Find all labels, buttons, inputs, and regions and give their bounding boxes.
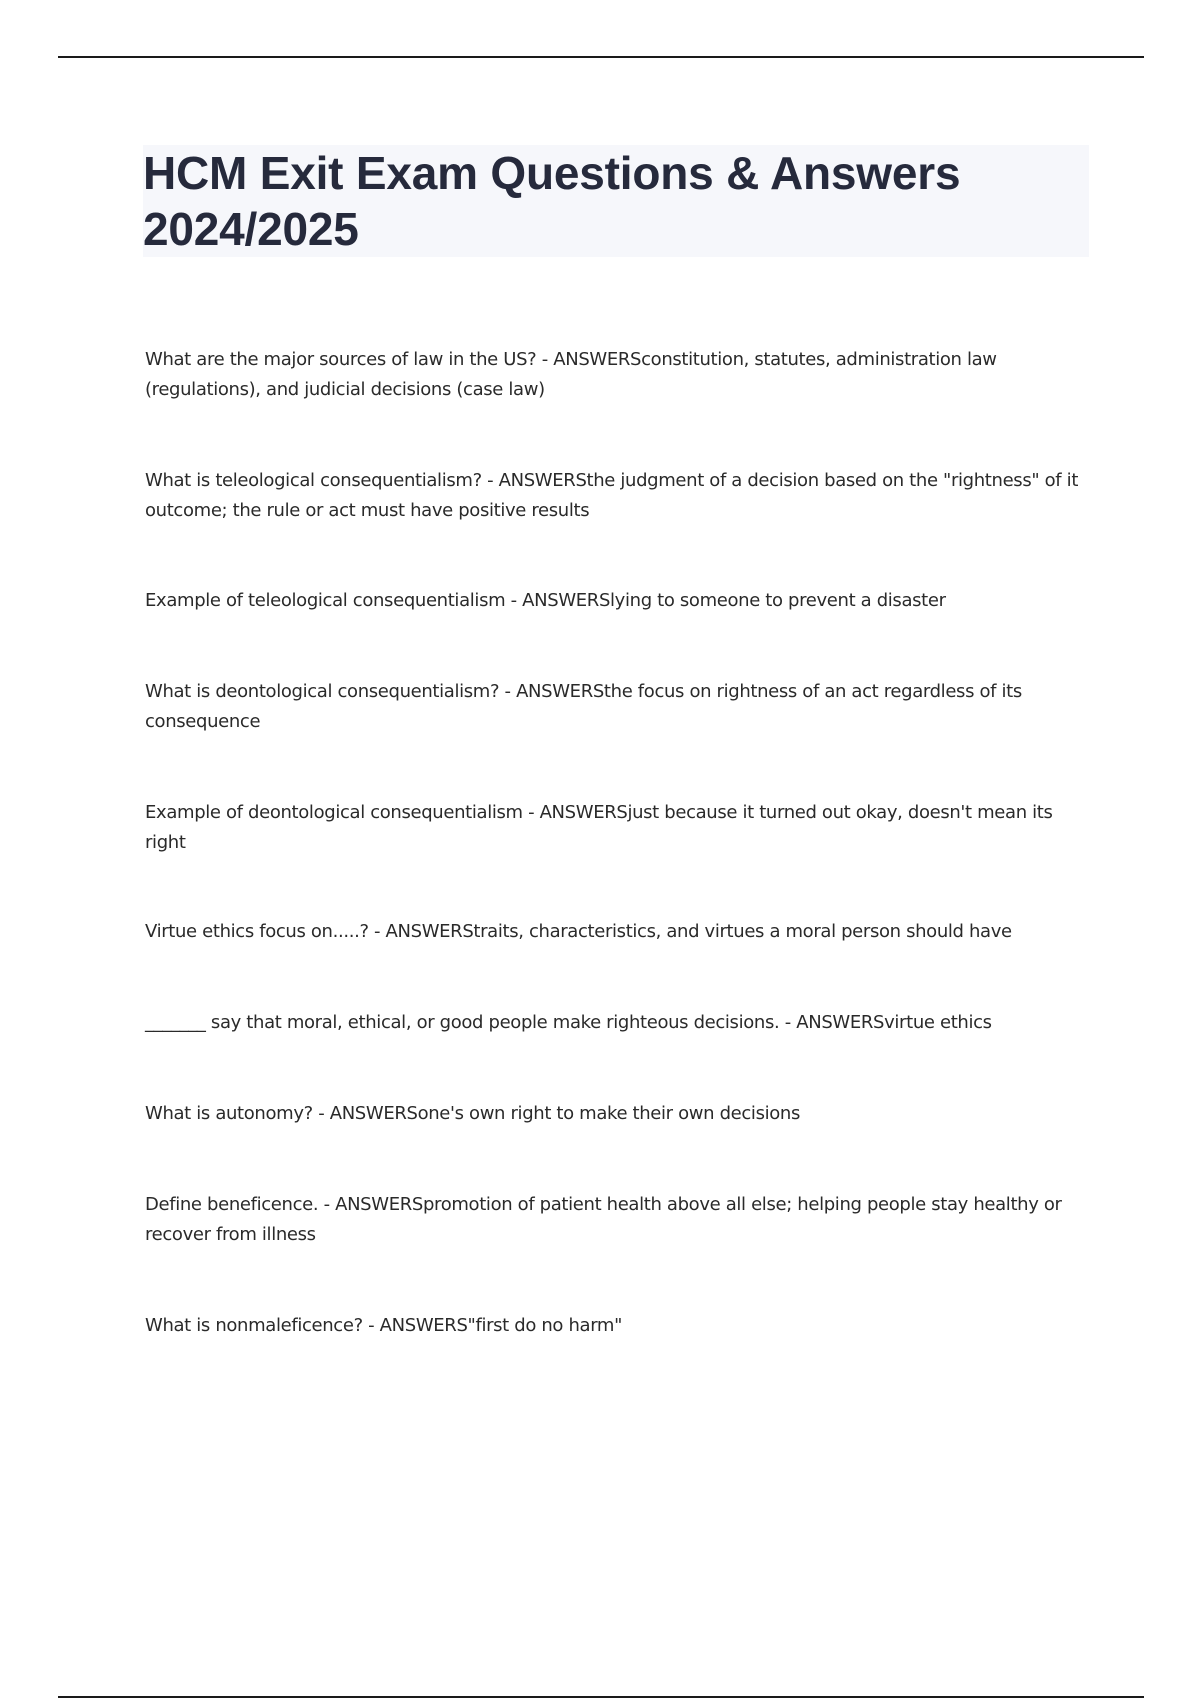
qa-item: What is autonomy? - ANSWERSone's own right to make their own decisions [145, 1103, 800, 1124]
bottom-rule [58, 1696, 1144, 1698]
qa-item: _______ say that moral, ethical, or good people make righteous decisions. - ANSWERSvirtue ethics [145, 1012, 992, 1033]
page-title: HCM Exit Exam Questions & Answers 2024/2025 [143, 147, 961, 255]
qa-item: Virtue ethics focus on.....? - ANSWERStraits, characteristics, and virtues a moral person should have [145, 921, 1012, 942]
top-rule [58, 56, 1144, 58]
qa-item: What is teleological consequentialism? - ANSWERSthe judgment of a decision based on the "rightness" of it outcome; the rule or act must have positive results [145, 470, 1079, 521]
qa-item: What is deontological consequentialism? - ANSWERSthe focus on rightness of an act regardless of its consequence [145, 681, 1022, 732]
qa-item: Example of deontological consequentialism - ANSWERSjust because it turned out okay, doesn't mean its right [145, 802, 1053, 853]
qa-item: Define beneficence. - ANSWERSpromotion of patient health above all else; helping people stay healthy or recover from illness [145, 1194, 1062, 1245]
qa-item: Example of teleological consequentialism - ANSWERSlying to someone to prevent a disaster [145, 590, 946, 611]
qa-item: What are the major sources of law in the US? - ANSWERSconstitution, statutes, administration law (regulations), and judicial decisions (case law) [145, 349, 997, 400]
qa-item: What is nonmaleficence? - ANSWERS"first do no harm" [145, 1315, 623, 1336]
title-block [143, 145, 1089, 257]
